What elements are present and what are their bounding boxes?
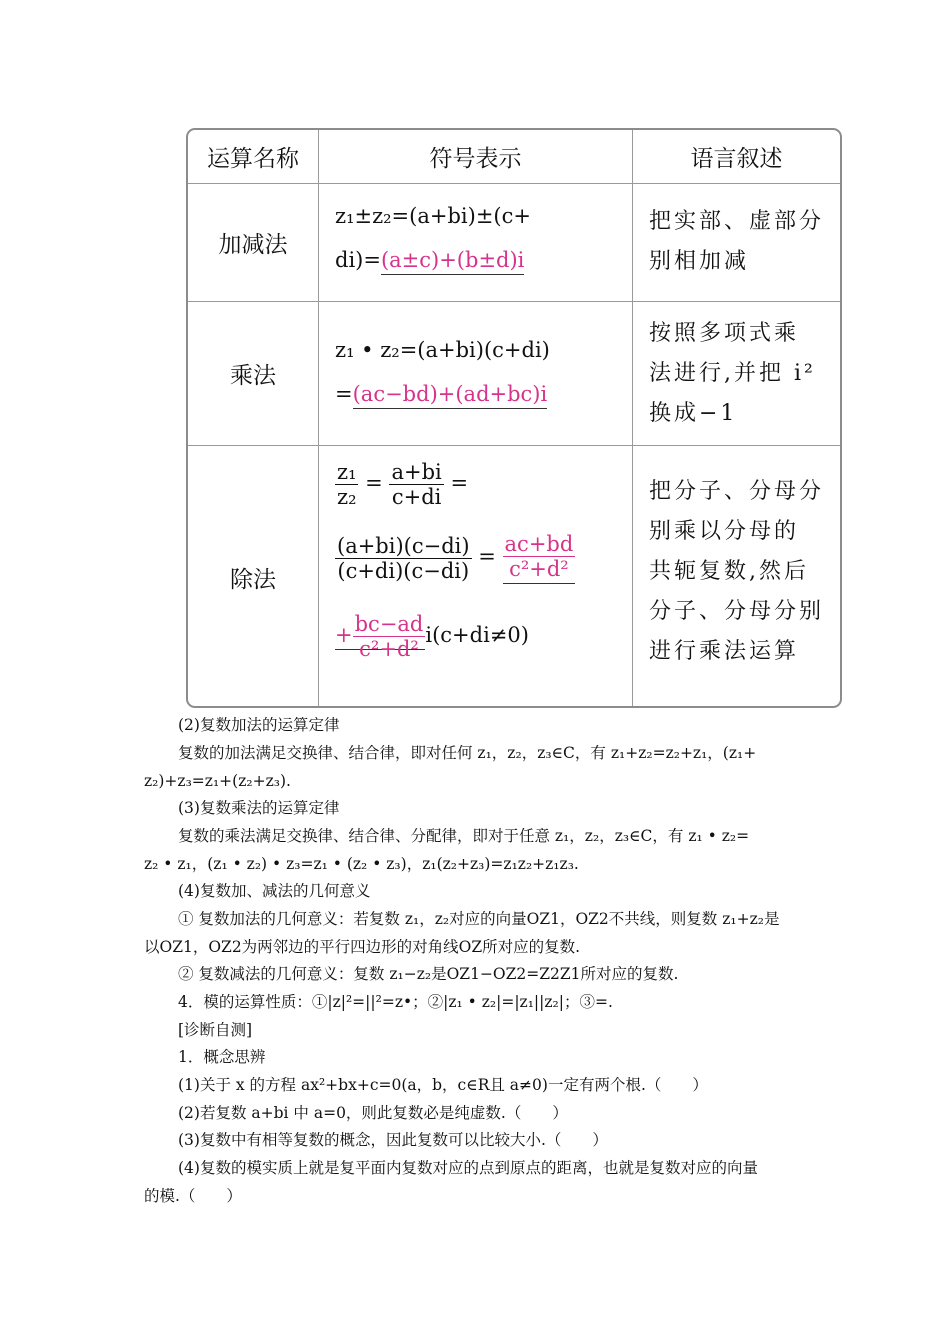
paragraph-line: 4．模的运算性质：①|z|²=||²=z•；②|z₁ • z₂|=|z₁||z₂|；③=.: [178, 993, 613, 1011]
desc-div-line: 共轭复数,然后: [649, 559, 809, 584]
fraction-imag-part-answer: + $\frac{bc-ad}{\text{c²+d²}}$: [335, 612, 424, 661]
desc-mul: [633, 302, 840, 445]
op-name-div: 除法: [188, 446, 319, 708]
table-header-row: [188, 130, 840, 184]
op-name-add: 加减法: [188, 184, 319, 301]
formula-mul-prefix: =: [335, 382, 353, 406]
section-heading: (4)复数加、减法的几何意义: [178, 882, 371, 900]
header-symbol: 符号表示: [319, 130, 633, 183]
formula-div-tail: i(c+di≠0): [425, 623, 529, 647]
desc-div-line: 进行乘法运算: [649, 639, 800, 664]
formula-div-line3: [335, 612, 529, 661]
formula-add-line1: z₁±z₂=(a+bi)±(c+: [335, 204, 531, 228]
paragraph-line: 复数的加法满足交换律、结合律，即对任何 z₁，z₂，z₃∈C，有 z₁+z₂=z₂+z₁，(z₁+: [178, 744, 757, 762]
desc-mul-line: 法进行,并把 i²: [649, 361, 816, 386]
formula-add-line2: [335, 248, 524, 272]
desc-div-line: 分子、分母分别: [649, 599, 825, 624]
desc-div-line: 把分子、分母分: [649, 479, 825, 504]
paragraph-line: 以OZ1，OZ2为两邻边的平行四边形的对角线OZ所对应的复数.: [144, 938, 581, 956]
formula-add-answer: (a±c)+(b±d)i: [381, 248, 524, 275]
formula-add: [319, 184, 633, 301]
section-heading: (2)复数加法的运算定律: [178, 716, 340, 734]
desc-div: [633, 446, 840, 708]
formula-div-line2: $\frac{(a+bi)(c-di)}{(c+di)(c-di)}$ = $\frac{ac+bd}{\text{c²+d²}}$: [337, 532, 574, 583]
desc-div-line: 别乘以分母的: [649, 519, 800, 544]
section-heading: [诊断自测]: [178, 1021, 253, 1039]
table-row-division: [188, 446, 840, 708]
section-heading: (3)复数乘法的运算定律: [178, 799, 340, 817]
question-item: (1)关于 x 的方程 ax²+bx+c=0(a，b，c∈R且 a≠0)一定有两个根.（ ）: [178, 1076, 708, 1094]
operations-table: [186, 128, 842, 708]
fraction-z1-z2: $\frac{\text{z₁}}{\text{z₂}}$: [337, 460, 357, 509]
formula-add-prefix: di)=: [335, 248, 381, 272]
fraction-conjugate: $\frac{(a+bi)(c-di)}{(c+di)(c-di)}$: [337, 533, 470, 583]
desc-mul-line: 换成−1: [649, 401, 738, 426]
formula-div-line1: $\frac{\text{z₁}}{\text{z₂}}$ = $\frac{a+bi}{c+di}$ =: [337, 460, 469, 509]
table-row-addition: [188, 184, 840, 302]
desc-add-line: 把实部、虚部分: [649, 209, 825, 234]
section-heading: 1．概念思辨: [178, 1048, 266, 1066]
formula-mul-line1: z₁ • z₂=(a+bi)(c+di): [335, 338, 550, 362]
paragraph-line: ② 复数减法的几何意义：复数 z₁−z₂是OZ1−OZ2=Z2Z1所对应的复数.: [178, 965, 679, 983]
formula-div: [319, 446, 633, 708]
question-item: (4)复数的模实质上就是复平面内复数对应的点到原点的距离，也就是复数对应的向量: [178, 1159, 758, 1177]
desc-add-line: 别相加减: [649, 249, 750, 274]
paragraph-line: z₂ • z₁，(z₁ • z₂) • z₃=z₁ • (z₂ • z₃)，z₁(z₂+z₃)=z₁z₂+z₁z₃.: [144, 855, 579, 873]
paragraph-line: z₂)+z₃=z₁+(z₂+z₃).: [144, 772, 291, 790]
formula-mul: [319, 302, 633, 445]
header-description: 语言叙述: [690, 146, 783, 172]
question-item: 的模.（ ）: [144, 1187, 242, 1205]
question-item: (3)复数中有相等复数的概念，因此复数可以比较大小.（ ）: [178, 1131, 608, 1149]
desc-mul-line: 按照多项式乘: [649, 321, 800, 346]
op-name-mul: 乘法: [188, 302, 319, 445]
paragraph-line: ① 复数加法的几何意义：若复数 z₁，z₂对应的向量OZ1，OZ2不共线，则复数 z₁+z₂是: [178, 910, 780, 928]
formula-mul-line2: [335, 382, 547, 406]
formula-mul-answer: (ac−bd)+(ad+bc)i: [353, 382, 548, 409]
paragraph-line: 复数的乘法满足交换律、结合律、分配律，即对于任意 z₁，z₂，z₃∈C，有 z₁ • z₂=: [178, 827, 750, 845]
desc-add: [633, 184, 840, 301]
table-row-multiplication: [188, 302, 840, 446]
header-operation-name: 运算名称: [188, 130, 319, 183]
fraction-a-bi-over-c-di: $\frac{a+bi}{c+di}$: [391, 460, 442, 509]
question-item: (2)若复数 a+bi 中 a=0，则此复数必是纯虚数.（ ）: [178, 1104, 568, 1122]
fraction-real-part-answer: $\frac{ac+bd}{\text{c²+d²}}$: [503, 532, 576, 584]
